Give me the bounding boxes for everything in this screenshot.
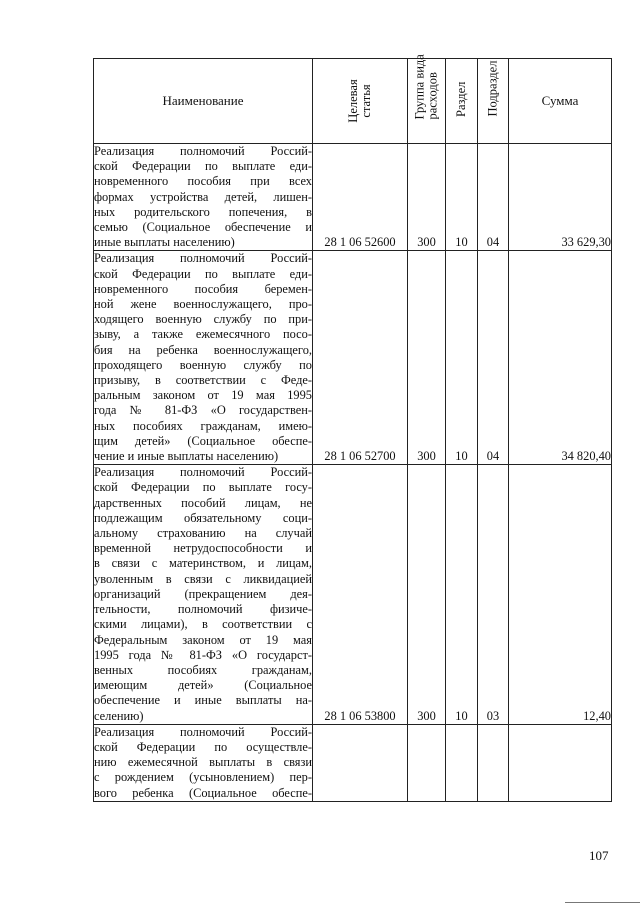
- row-name-line: вого ребенка (Социальное обеспе-: [94, 785, 312, 800]
- row-name-cell: [94, 724, 313, 801]
- table-header-row: [94, 59, 612, 144]
- table-row: [94, 724, 612, 801]
- row-sum: 33 629,30: [509, 144, 612, 251]
- table-body: [94, 144, 612, 802]
- row-name-line: ской Федерации по выплате госу-: [94, 480, 312, 495]
- row-name-line: тельности, полномочий физиче-: [94, 602, 312, 617]
- row-name-line: обеспечение и иные выплаты на-: [94, 693, 312, 708]
- row-name-line: новременного пособия при всех: [94, 174, 312, 189]
- row-sum: 12,40: [509, 465, 612, 724]
- row-name-line: ской Федерации по выплате еди-: [94, 159, 312, 174]
- header-expense-group: Группа вида расходов: [408, 59, 446, 144]
- table-row: [94, 465, 612, 724]
- row-name-line: нию ежемесячной выплаты в связи: [94, 755, 312, 770]
- row-name-line: бия на ребенка военнослужащего,: [94, 342, 312, 357]
- row-name-line: Реализация полномочий Россий-: [94, 251, 312, 266]
- row-name-line: проходящего военную службу по: [94, 357, 312, 372]
- row-name-line: венных пособиях гражданам,: [94, 662, 312, 677]
- row-section: 10: [446, 144, 478, 251]
- row-name-line: зыву, а также ежемесячного посо-: [94, 327, 312, 342]
- row-target-article: [313, 724, 408, 801]
- row-name-line: новременного пособия беремен-: [94, 281, 312, 296]
- row-name-line: формах устройства детей, лишен-: [94, 189, 312, 204]
- bottom-rule: [565, 902, 640, 903]
- header-sum: Сумма: [509, 59, 612, 144]
- row-name-line: семью (Социальное обеспечение и: [94, 220, 312, 235]
- row-name-cell: [94, 465, 313, 724]
- row-name-line: иные выплаты населению): [94, 235, 235, 250]
- row-name-line: призыву, в соответствии с Феде-: [94, 373, 312, 388]
- row-name-line: щим детей» (Социальное обеспе-: [94, 433, 312, 448]
- row-name-line: Реализация полномочий Россий-: [94, 465, 312, 480]
- row-name-line: ральным законом от 19 мая 1995: [94, 388, 312, 403]
- row-name-line: Реализация полномочий Россий-: [94, 724, 312, 739]
- row-target-article: 28 1 06 52600: [313, 144, 408, 251]
- row-name-line: чение и иные выплаты населению): [94, 449, 279, 464]
- row-name-line: селению): [94, 708, 144, 723]
- page-number: 107: [589, 848, 609, 863]
- row-name-line: уволенным в связи с ликвидацией: [94, 571, 312, 586]
- table-row: [94, 144, 612, 251]
- row-section: [446, 724, 478, 801]
- row-name-line: организаций (прекращением дея-: [94, 586, 312, 601]
- header-section: Раздел: [446, 59, 478, 144]
- row-name-line: Федеральным законом от 19 мая: [94, 632, 312, 647]
- row-subsection: [478, 724, 509, 801]
- header-name: Наименование: [94, 59, 313, 144]
- row-subsection: 03: [478, 465, 509, 724]
- row-section: 10: [446, 251, 478, 465]
- row-subsection: 04: [478, 144, 509, 251]
- row-expense-group: 300: [408, 144, 446, 251]
- row-expense-group: 300: [408, 465, 446, 724]
- row-name-line: альному страхованию на случай: [94, 526, 312, 541]
- row-subsection: 04: [478, 251, 509, 465]
- row-target-article: 28 1 06 53800: [313, 465, 408, 724]
- row-name-line: подлежащим обязательному соци-: [94, 510, 312, 525]
- row-name-line: скими лицами), в соответствии с: [94, 617, 312, 632]
- row-name-line: имеющим детей» (Социальное: [94, 678, 312, 693]
- row-name-cell: [94, 251, 313, 465]
- row-name-line: с рождением (усыновлением) пер-: [94, 770, 312, 785]
- row-name-line: 1995 года № 81-ФЗ «О государст-: [94, 647, 312, 662]
- row-name-line: дарственных пособий лицам, не: [94, 495, 312, 510]
- row-name-cell: [94, 144, 313, 251]
- row-name-line: ных родительского попечения, в: [94, 204, 312, 219]
- row-name-line: года № 81-ФЗ «О государствен-: [94, 403, 312, 418]
- header-target-article: Целевая статья: [313, 59, 408, 144]
- row-sum: 34 820,40: [509, 251, 612, 465]
- row-target-article: 28 1 06 52700: [313, 251, 408, 465]
- row-name-line: ской Федерации по выплате еди-: [94, 266, 312, 281]
- row-name-line: ской Федерации по осуществле-: [94, 739, 312, 754]
- row-name-line: ходящего военную службу по при-: [94, 312, 312, 327]
- row-name-line: ных пособиях гражданам, имею-: [94, 418, 312, 433]
- table-row: [94, 251, 612, 465]
- row-section: 10: [446, 465, 478, 724]
- header-subsection: Подраздел: [478, 59, 509, 144]
- row-name-line: в связи с материнством, и лицам,: [94, 556, 312, 571]
- row-expense-group: [408, 724, 446, 801]
- row-name-line: временной нетрудоспособности и: [94, 541, 312, 556]
- row-expense-group: 300: [408, 251, 446, 465]
- row-name-line: Реализация полномочий Россий-: [94, 144, 312, 158]
- budget-table: [93, 54, 612, 802]
- row-name-line: ной жене военнослужащего, про-: [94, 297, 312, 312]
- row-sum: [509, 724, 612, 801]
